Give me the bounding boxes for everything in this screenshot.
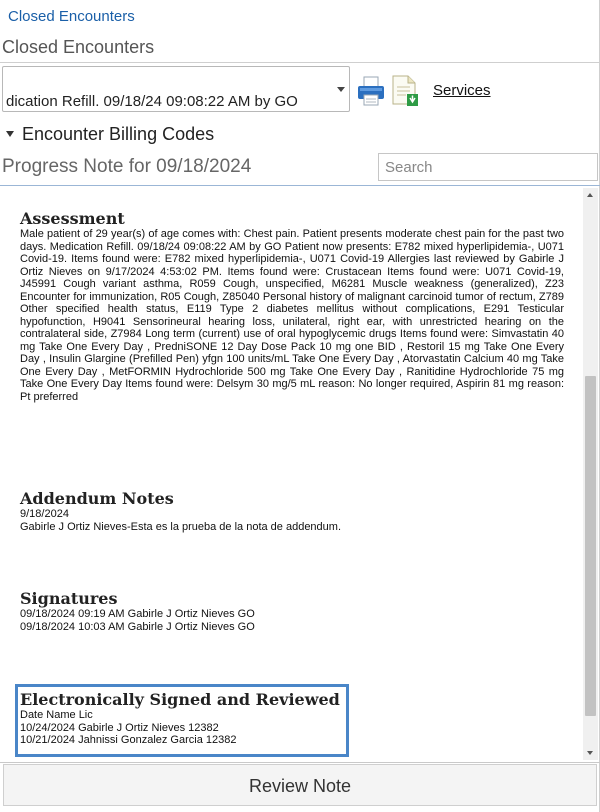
progress-note-title: Progress Note for 09/18/2024 [2, 156, 252, 177]
signatures-heading: Signatures [20, 589, 118, 608]
scroll-thumb[interactable] [585, 376, 596, 716]
search-input[interactable] [378, 153, 598, 181]
encounter-select[interactable] [2, 66, 350, 112]
signatures-section [20, 590, 564, 633]
signature-line: 09/18/2024 10:03 AM Gabirle J Ortiz Nieves GO [20, 620, 255, 633]
title-divider [0, 62, 600, 63]
note-content [20, 209, 564, 746]
addendum-section [20, 490, 564, 533]
progress-note-viewer[interactable] [0, 185, 600, 763]
scroll-up-arrow-icon[interactable] [583, 188, 598, 203]
scroll-down-arrow-icon[interactable] [583, 745, 598, 760]
signature-line: 09/18/2024 09:19 AM Gabirle J Ortiz Nieves GO [20, 608, 255, 620]
assessment-text: Male patient of 29 year(s) of age comes with: Chest pain. Patient presents moderate chest pain for the past two days. Medication Refill. 09/18/24 09:08:22 AM by GO Patient now presents: E782 mixed hyperlipidemia-, U071 Covid-19. Items found were: E782 mixed hyperlipidemia-, U071 Covid-19 Allergies last reviewed by Gabirle J Ortiz Nieves on 9/17/2024 4:53:02 PM. Items found were: Crustacean Items found were: U071 Covid-19, J45991 Cough variant asthma, R059 Cough, unspecified, M6281 Muscle weakness (generalized), Z23 Encounter for immunization, R05 Cough, Z85040 Personal history of malignant carcinoid tumor of rectum, Z789 Other specified health status, E119 Type 2 diabetes mellitus without complications, E291 Testicular hypofunction, H9041 Sensorineural hearing loss, unilateral, right ear, with unrestricted hearing on the contralateral side, Z7984 Long term (current) use of oral hypoglycemic drugs Items found were: Simvastatin 40 mg Take One Every Day , PredniSONE 12 Day Dose Pack 10 mg one BID , Restoril 15 mg Take One Every Day , Insulin Glargine (Prefilled Pen) yfgn 100 units/mL Take One Every Day , Atorvastatin Calcium 40 mg Take One Every Day , MetFORMIN Hydrochloride 500 mg Take One Every Day , Ranitidine Hydrochloride 75 mg Take One Every Day Items found were: Delsym 30 mg/5 mL reason: No longer required, Aspirin 81 mg reason: Pt preferred [20, 228, 564, 403]
electronic-columns: Date Name Lic [20, 709, 93, 721]
breadcrumb[interactable]: Closed Encounters [8, 8, 135, 25]
addendum-heading: Addendum Notes [20, 489, 174, 508]
assessment-section [20, 210, 564, 403]
encounter-select-value: dication Refill. 09/18/24 09:08:22 AM by GO [6, 93, 298, 110]
electronic-row: 10/24/2024 Gabirle J Ortiz Nieves 12382 [20, 721, 219, 734]
assessment-heading: Assessment [20, 209, 125, 228]
addendum-date: 9/18/2024 [20, 508, 69, 520]
page-title: Closed Encounters [2, 37, 155, 57]
printer-icon[interactable] [356, 75, 386, 107]
encounter-billing-codes-toggle[interactable] [4, 124, 214, 145]
addendum-text: Gabirle J Ortiz Nieves-Esta es la prueba de la nota de addendum. [20, 520, 342, 533]
document-download-icon[interactable] [390, 74, 420, 108]
note-scrollbar[interactable] [583, 188, 598, 760]
electronic-signed-heading: Electronically Signed and Reviewed [20, 690, 340, 709]
chevron-down-icon[interactable] [337, 87, 345, 92]
review-note-button[interactable]: Review Note [3, 764, 597, 806]
signed-reviewed-highlight [15, 684, 349, 757]
electronic-row: 10/21/2024 Jahnissi Gonzalez Garcia 12382 [20, 734, 237, 746]
caret-down-icon [6, 131, 14, 137]
services-link[interactable]: Services [433, 82, 491, 99]
billing-label: Encounter Billing Codes [22, 124, 215, 144]
